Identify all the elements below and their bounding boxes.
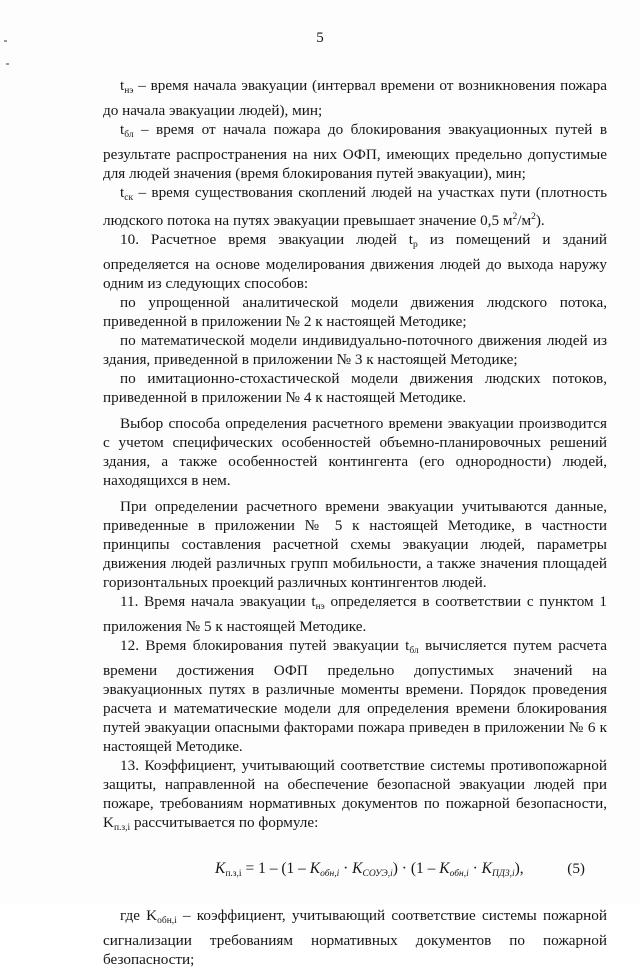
paragraph-t-ne: $t_{нэ}$ – время начала эвакуации (интервал времени от возникновения пожара до начала эвакуации людей), мин; (103, 77, 607, 119)
formula-number: (5) (567, 860, 585, 877)
document-body (103, 76, 607, 969)
paragraph-section-10: 10. Расчетное время эвакуации людей $t_р$ из помещений и зданий определяется на основе моделирования движения людей до выхода наружу одним из следующих способов: (103, 231, 607, 292)
paragraph-calc-data: При определении расчетного времени эвакуации учитываются данные, приведенные в приложении № 5 к настоящей Методике, в частности принципы составления расчетной схемы эвакуации людей, параметры движения людей различных групп мобильности, а также значения площадей горизонтальных проекций различных контингентов людей. (103, 498, 607, 591)
scan-mark (6, 63, 9, 65)
formula-expression: $K_{п.з,i} = 1 - (1 - K_{обн,i} \cdot K_{СОУЭ,i}) \cdot (1 - K_{обн,i} \cdot K_{ПДЗ,i})$, (215, 860, 524, 879)
paragraph-method-3: по имитационно-стохастической модели движения людских потоков, приведенной в приложении № 4 к настоящей Методике. (103, 370, 607, 406)
paragraph-method-1: по упрощенной аналитической модели движения людского потока, приведенной в приложении № 2 к настоящей Методике; (103, 294, 607, 330)
paragraph-method-2: по математической модели индивидуально-поточного движения людей из здания, приведенной в приложении № 3 к настоящей Методике; (103, 332, 607, 368)
paragraph-t-sk: $t_{ск}$ – время существования скоплений людей на участках пути (плотность людского потока на путях эвакуации превышает значение 0,5 $м^2/м^2$). (103, 184, 607, 229)
page-number: 5 (316, 30, 324, 46)
paragraph-method-choice: Выбор способа определения расчетного времени эвакуации производится с учетом специфических особенностей объемно-планировочных решений здания, а также особенностей контингента (его однородности) людей, находящихся в нем. (103, 415, 607, 489)
paragraph-section-11: 11. Время начала эвакуации $t_{нэ}$ определяется в соответствии с пунктом 1 приложения № 5 к настоящей Методике. (103, 593, 607, 635)
paragraph-section-13: 13. Коэффициент, учитывающий соответствие системы противопожарной защиты, направленной на обеспечение безопасной эвакуации людей при пожаре, требованиям нормативных документов по пожарной безопасности, $K_{п.з,i}$ рассчитывается по формуле: (103, 757, 607, 833)
paragraph-section-12: 12. Время блокирования путей эвакуации $t_{бл}$ вычисляется путем расчета времени достижения ОФП предельно допустимых значений на эвакуационных путях в различные моменты времени. Порядок проведения расчета и математические модели для определения времени блокирования путей эвакуации опасными факторами пожара приведен в приложении № 6 к настоящей Методике. (103, 637, 607, 755)
paragraph-k-obn: где $K_{обн,i}$ – коэффициент, учитывающий соответствие системы пожарной сигнализации требованиям нормативных документов по пожарной безопасности; (103, 907, 607, 968)
paragraph-t-bl: $t_{бл}$ – время от начала пожара до блокирования эвакуационных путей в результате распространения на них ОФП, имеющих предельно допустимые для людей значения (время блокирования путей эвакуации), мин; (103, 121, 607, 182)
formula-5 (103, 852, 607, 894)
